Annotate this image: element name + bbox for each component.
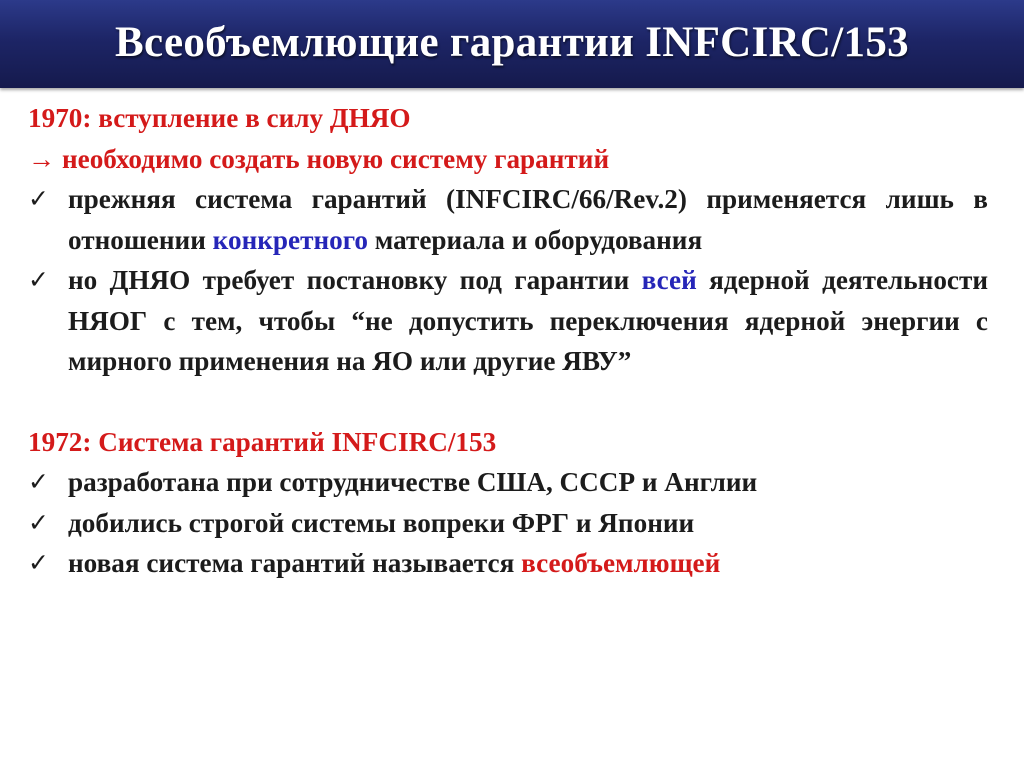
checkmark-icon: ✓ xyxy=(28,467,49,496)
slide-title: Всеобъемлющие гарантии INFCIRC/153 xyxy=(115,19,909,66)
highlight-all: всей xyxy=(641,265,697,295)
list-item: ✓ прежняя система гарантий (INFCIRC/66/Rev.2) применяется лишь в отношении конкретного материала и оборудования xyxy=(28,179,988,260)
slide-content xyxy=(28,98,988,584)
title-bar xyxy=(0,0,1024,88)
spacer xyxy=(28,382,988,422)
list-item: ✓ но ДНЯО требует постановку под гарантии всей ядерной деятельности НЯОГ с тем, чтобы “не допустить переключения ядерной энергии с мирного применения на ЯО или другие ЯВУ” xyxy=(28,260,988,382)
list-item: ✓ новая система гарантий называется всеобъемлющей xyxy=(28,543,988,584)
section-1972-heading: 1972: Система гарантий INFCIRC/153 xyxy=(28,426,497,457)
list-item: ✓ разработана при сотрудничестве США, СССР и Англии xyxy=(28,462,988,503)
checkmark-icon: ✓ xyxy=(28,548,49,577)
list-item: ✓ добились строгой системы вопреки ФРГ и Японии xyxy=(28,503,988,544)
checkmark-icon: ✓ xyxy=(28,507,49,537)
highlight-concrete: конкретного xyxy=(212,224,368,255)
checkmark-icon: ✓ xyxy=(28,265,49,294)
highlight-comprehensive: всеобъемлющей xyxy=(521,548,721,578)
checkmark-icon: ✓ xyxy=(28,184,49,213)
arrow-line: → необходимо создать новую систему гарантий xyxy=(28,143,610,174)
section-1970-heading: 1970: вступление в силу ДНЯО xyxy=(28,103,411,133)
